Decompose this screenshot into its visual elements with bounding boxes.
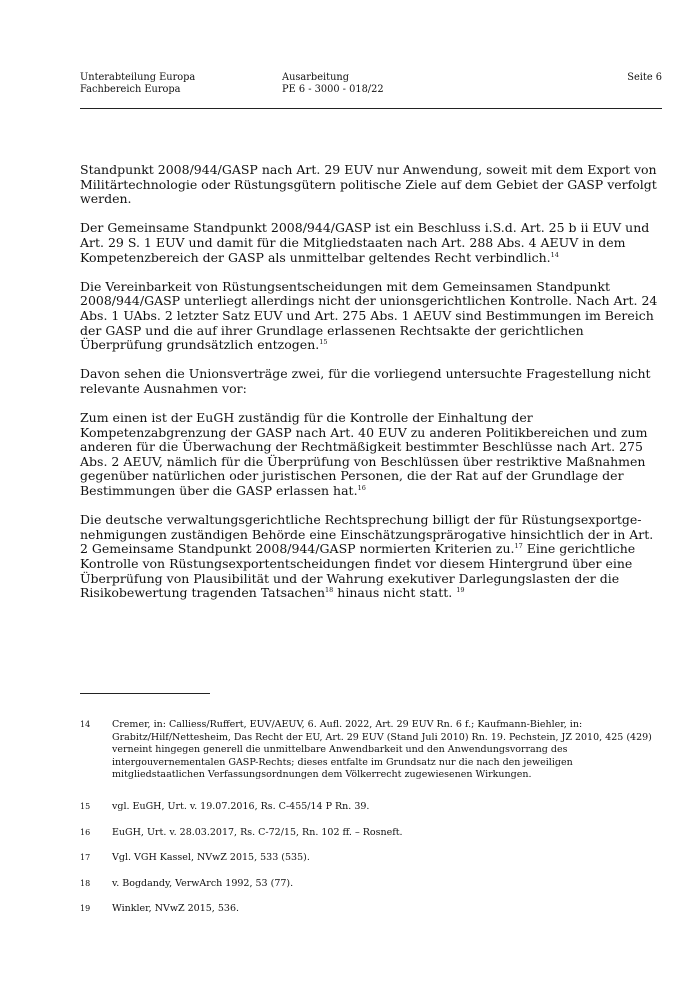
footnotes [80,719,662,916]
header-department [80,72,195,96]
footnote-number: 14 [80,720,91,729]
footnote-ref-19[interactable]: 19 [456,586,465,595]
paragraph-5 [80,411,662,499]
footnote-ref-14[interactable]: 14 [550,250,559,259]
footnote-text: vgl. EuGH, Urt. v. 19.07.2016, Rs. C-455/14 P Rn. 39. [112,800,370,812]
paragraph-4-text: Davon sehen die Unionsverträge zwei, für die vorliegend untersuchte Fragestellung nicht relevante Ausnahmen vor: [80,366,651,396]
paragraph-5-text: Zum einen ist der EuGH zuständig für die Kontrolle der Einhaltung der Kompetenzabgrenzung der GASP nach Art. 40 EUV zu anderen Politikbereichen und zum anderen für die Überwachung der Rechtmäßigkeit bestimmter Beschlüsse nach Art. 275 Abs. 2 AEUV, nämlich für die Überprüfung von Beschlüssen über restriktive Maßnahmen gegenüber natürlichen oder juristischen Personen, die der Rat auf der Grundlage der Bestimmungen über die GASP erlassen hat. [80,410,648,499]
paragraph-1 [80,163,662,207]
page-header [80,72,662,109]
header-doc-type: Ausarbeitung [282,72,349,83]
paragraph-3 [80,280,662,353]
footnote-text: Vgl. VGH Kassel, NVwZ 2015, 533 (535). [112,852,310,864]
footnote-14 [80,719,662,782]
header-doc-number: PE 6 - 3000 - 018/22 [282,84,384,95]
footnote-16 [80,827,662,840]
footnote-ref-17[interactable]: 17 [514,542,523,551]
paragraph-4 [80,367,662,396]
footnote-ref-16[interactable]: 16 [357,483,366,492]
footnote-19 [80,903,662,916]
header-section: Fachbereich Europa [80,84,181,95]
footnote-text: Cremer, in: Calliess/Ruffert, EUV/AEUV, 6. Aufl. 2022, Art. 29 EUV Rn. 6 f.; Kaufmann-Biehler, in: Grabitz/Hilf/Nettesheim, Das Recht der EU, Art. 29 EUV (Stand Juli 2010) Rn. 19. Pechstein, JZ 2010, 425 (429) verneint hingegen generell die unmittelbare Anwendbarkeit und den Anwendungsvorrang des intergouvernementalen GASP-Rechts; dieses entfalte im Grundsatz nur die nach den jeweiligen mitgliedstaatlichen Verfassungsordnungen dem Völkerrecht zugewiesenen Wirkungen. [112,719,652,781]
header-subdivision: Unterabteilung Europa [80,72,196,83]
header-document-info [282,72,384,96]
footnote-ref-15[interactable]: 15 [319,337,328,346]
paragraph-6 [80,513,662,601]
footnote-number: 15 [80,801,91,811]
paragraph-6-text-a: Die deutsche verwaltungsgerichtliche Rechtsprechung billigt der für Rüstungsexportgenehmigungen zuständigen Behörde eine Einschätzungsprärogative hinsichtlich der in Art. 2 Gemeinsame Standpunkt 2008/944/GASP normierten Kriterien zu. [80,512,654,557]
page-number: Seite 6 [627,72,662,83]
paragraph-1-text: Standpunkt 2008/944/GASP nach Art. 29 EUV nur Anwendung, soweit mit dem Export von Militärtechnologie oder Rüstungsgütern politische Ziele auf dem Gebiet der GASP verfolgt werden. [80,162,657,207]
footnote-number: 17 [80,853,91,863]
footnote-separator [80,693,210,694]
footnote-17 [80,852,662,865]
footnote-18 [80,878,662,891]
footnote-number: 19 [80,904,91,914]
main-text [80,163,662,601]
footnote-text: v. Bogdandy, VerwArch 1992, 53 (77). [112,877,294,889]
footnote-15 [80,801,662,814]
footnote-text: EuGH, Urt. v. 28.03.2017, Rs. C-72/15, Rn. 102 ff. – Rosneft. [112,826,403,838]
footnote-number: 16 [80,827,91,837]
footnote-text: Winkler, NVwZ 2015, 536. [112,903,240,915]
footnote-ref-18[interactable]: 18 [325,586,334,595]
paragraph-3-text: Die Vereinbarkeit von Rüstungsentscheidungen mit dem Gemeinsamen Standpunkt 2008/944/GASP unterliegt allerdings nicht der unionsgerichtlichen Kontrolle. Nach Art. 24 Abs. 1 UAbs. 2 letzter Satz EUV und Art. 275 Abs. 1 AEUV sind Bestimmungen im Bereich der GASP und die auf ihrer Grundlage erlassenen Rechtsakte der gerichtlichen Überprüfung grundsätzlich entzogen. [80,278,658,353]
paragraph-6-text-c: hinaus nicht statt. [333,585,457,601]
footnote-number: 18 [80,878,91,888]
paragraph-2 [80,221,662,265]
paragraph-6-text-b: Eine gerichtliche Kontrolle von Rüstungsexportentscheidungen findet vor diesem Hintergrund über eine Überprüfung von Plausibilität und der Wahrung exekutiver Darlegungslasten der die Risikobewertung tragenden Tatsachen [80,541,636,601]
paragraph-2-text: Der Gemeinsame Standpunkt 2008/944/GASP ist ein Beschluss i.S.d. Art. 25 b ii EUV und Art. 29 S. 1 EUV und damit für die Mitgliedstaaten nach Art. 288 Abs. 4 AEUV in dem Kompetenzbereich der GASP als unmittelbar geltendes Recht verbindlich. [80,220,650,265]
